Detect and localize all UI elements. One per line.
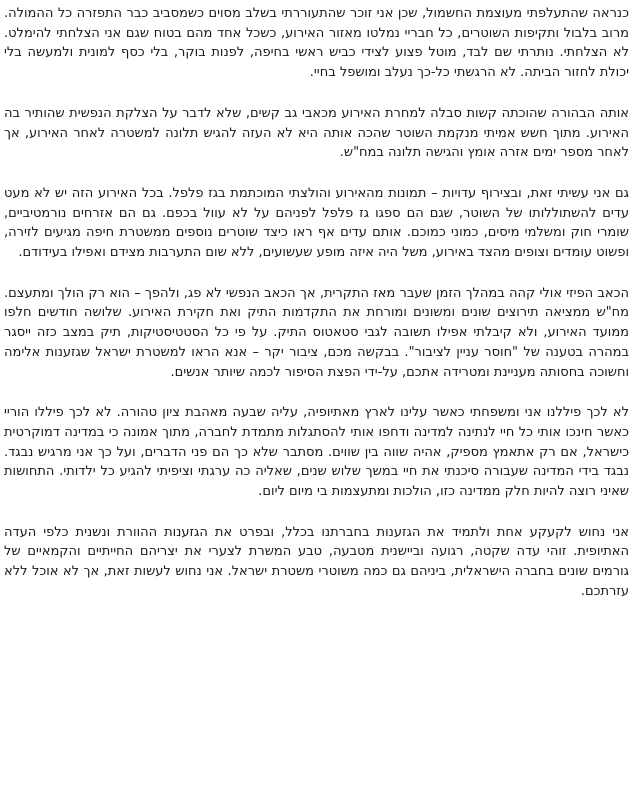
- paragraph-1: כנראה שהתעלפתי מעוצמת החשמול, שכן אני זוכר שהתעוררתי בשלב מסוים כשמסביב כבר התפזרה כל ההמולה. מרוב בלבול ותקיפות השוטרים, כל חבריי נמלטו מאזור האירוע, כשכל אחד מהם בטוח שגם אני הצלחתי להימלט. לא הצלחתי. נותרתי שם לבד, מוטל פצוע לצידי כביש ראשי בחיפה, לפנות בוקר, בלי כסף למונית ולמעשה בלי יכולת לחזור הביתה. לא הרגשתי כל-כך נעלב ומושפל בחיי.: [4, 6, 629, 81]
- paragraph-5: לא לכך פיללנו אני ומשפחתי כאשר עלינו לארץ מאתיופיה, עליה שבעה מאהבת ציון טהורה. לא לכך פיללו הוריי כאשר חינכו אותי כל חיי לנתינה למדינה ודחפו אותי להסתגלות מתמדת לחברה, מתוך אמונה כי במדינה דמוקרטית כישראל, אם רק אתאמץ מספיק, אהיה שווה בין שווים. מסתבר שלא כך הם פני הדברים, ועל כך אני מרגיש נבגד. נבגד בידי המדינה שעבורה סיכנתי את חיי במשך שלוש שנים, שאליה כה ערגתי וציפיתי להגיע כל ילדותי. התחושות שאיני רוצה להיות חלק ממדינה כזו, הולכות ומתעצמות בי מיום ליום.: [4, 405, 629, 500]
- paragraph-4: הכאב הפיזי אולי קהה במהלך הזמן שעבר מאז התקרית, אך הכאב הנפשי לא פג, ולהפך – הוא רק הולך ומתעצם. מח"ש ממציאה תירוצים שונים ומשונים ומורחת את התקדמות התיק ואת חקירת האירוע. שלושה חודשים חלפו ממועד האירוע, ולא קיבלתי אפילו תשובה לגבי סטאטוס התיק. על פי כל הסטטיסטיקות, תיק במצב כזה ייסגר במהרה בטענה של "חוסר עניין לציבור". בבקשה מכם, ציבור יקר – אנא הראו למשטרת ישראל שגזענות אלימה וחשוכה בחסותה מעניינת ומטרידה אתכם, על-ידי הפצת הסיפור לכמה שיותר אנשים.: [4, 285, 629, 380]
- paragraph-6: אני נחוש לקעקע אחת ולתמיד את הגזענות בחברתנו בכלל, ובפרט את הגזענות ההוורת ונשנית כלפי העדה האתיופית. זוהי עדה שקטה, רגועה וביישנית מטבעה, טבע המשרת לצערי את יצריהם החייתיים והקמאיים של גורמים שונים בחברה הישראלית, ביניהם גם כמה משוטרי משטרת ישראל. אני נחוש לעשות זאת, אך לא אוכל ללא עזרתכם.: [4, 524, 629, 599]
- paragraph-3: גם אני עשיתי זאת, ובצירוף עדויות – תמונות מהאירוע והולצתי המוכתמת בגז פלפל. בכל האירוע הזה יש לא מעט עדים להשתוללותו של השוטר, שגם הם ספגו גז פלפל לפניהם על לא עוול בכפם. גם הם אזרחים נורמטיביים, שומרי חוק ומשלמי מיסים, כמוני כמוכם. אותם עדים אף ראו כיצד שוטרים נוספים ממשטרת חיפה מגיעים לזירה, ופשוט עומדים וצופים מהצד באירוע, משל היה איזה מופע שעשועים, ללא שום התערבות מצידם ואפילו בעידודם.: [4, 185, 629, 261]
- paragraph-2: אותה הבהורה שהוכתה קשות סבלה למחרת האירוע מכאבי גב קשים, שלא לדבר על הצלקת הנפשית שהותיר בה האירוע. מתוך חשש אמיתי מנקמת השוטר שהכה אותה היא לא העזה להגיש תלונה למשטרה לאחר האירוע, אך לאחר מספר ימים אזרה אומץ והגישה תלונה במח"ש.: [4, 105, 629, 161]
